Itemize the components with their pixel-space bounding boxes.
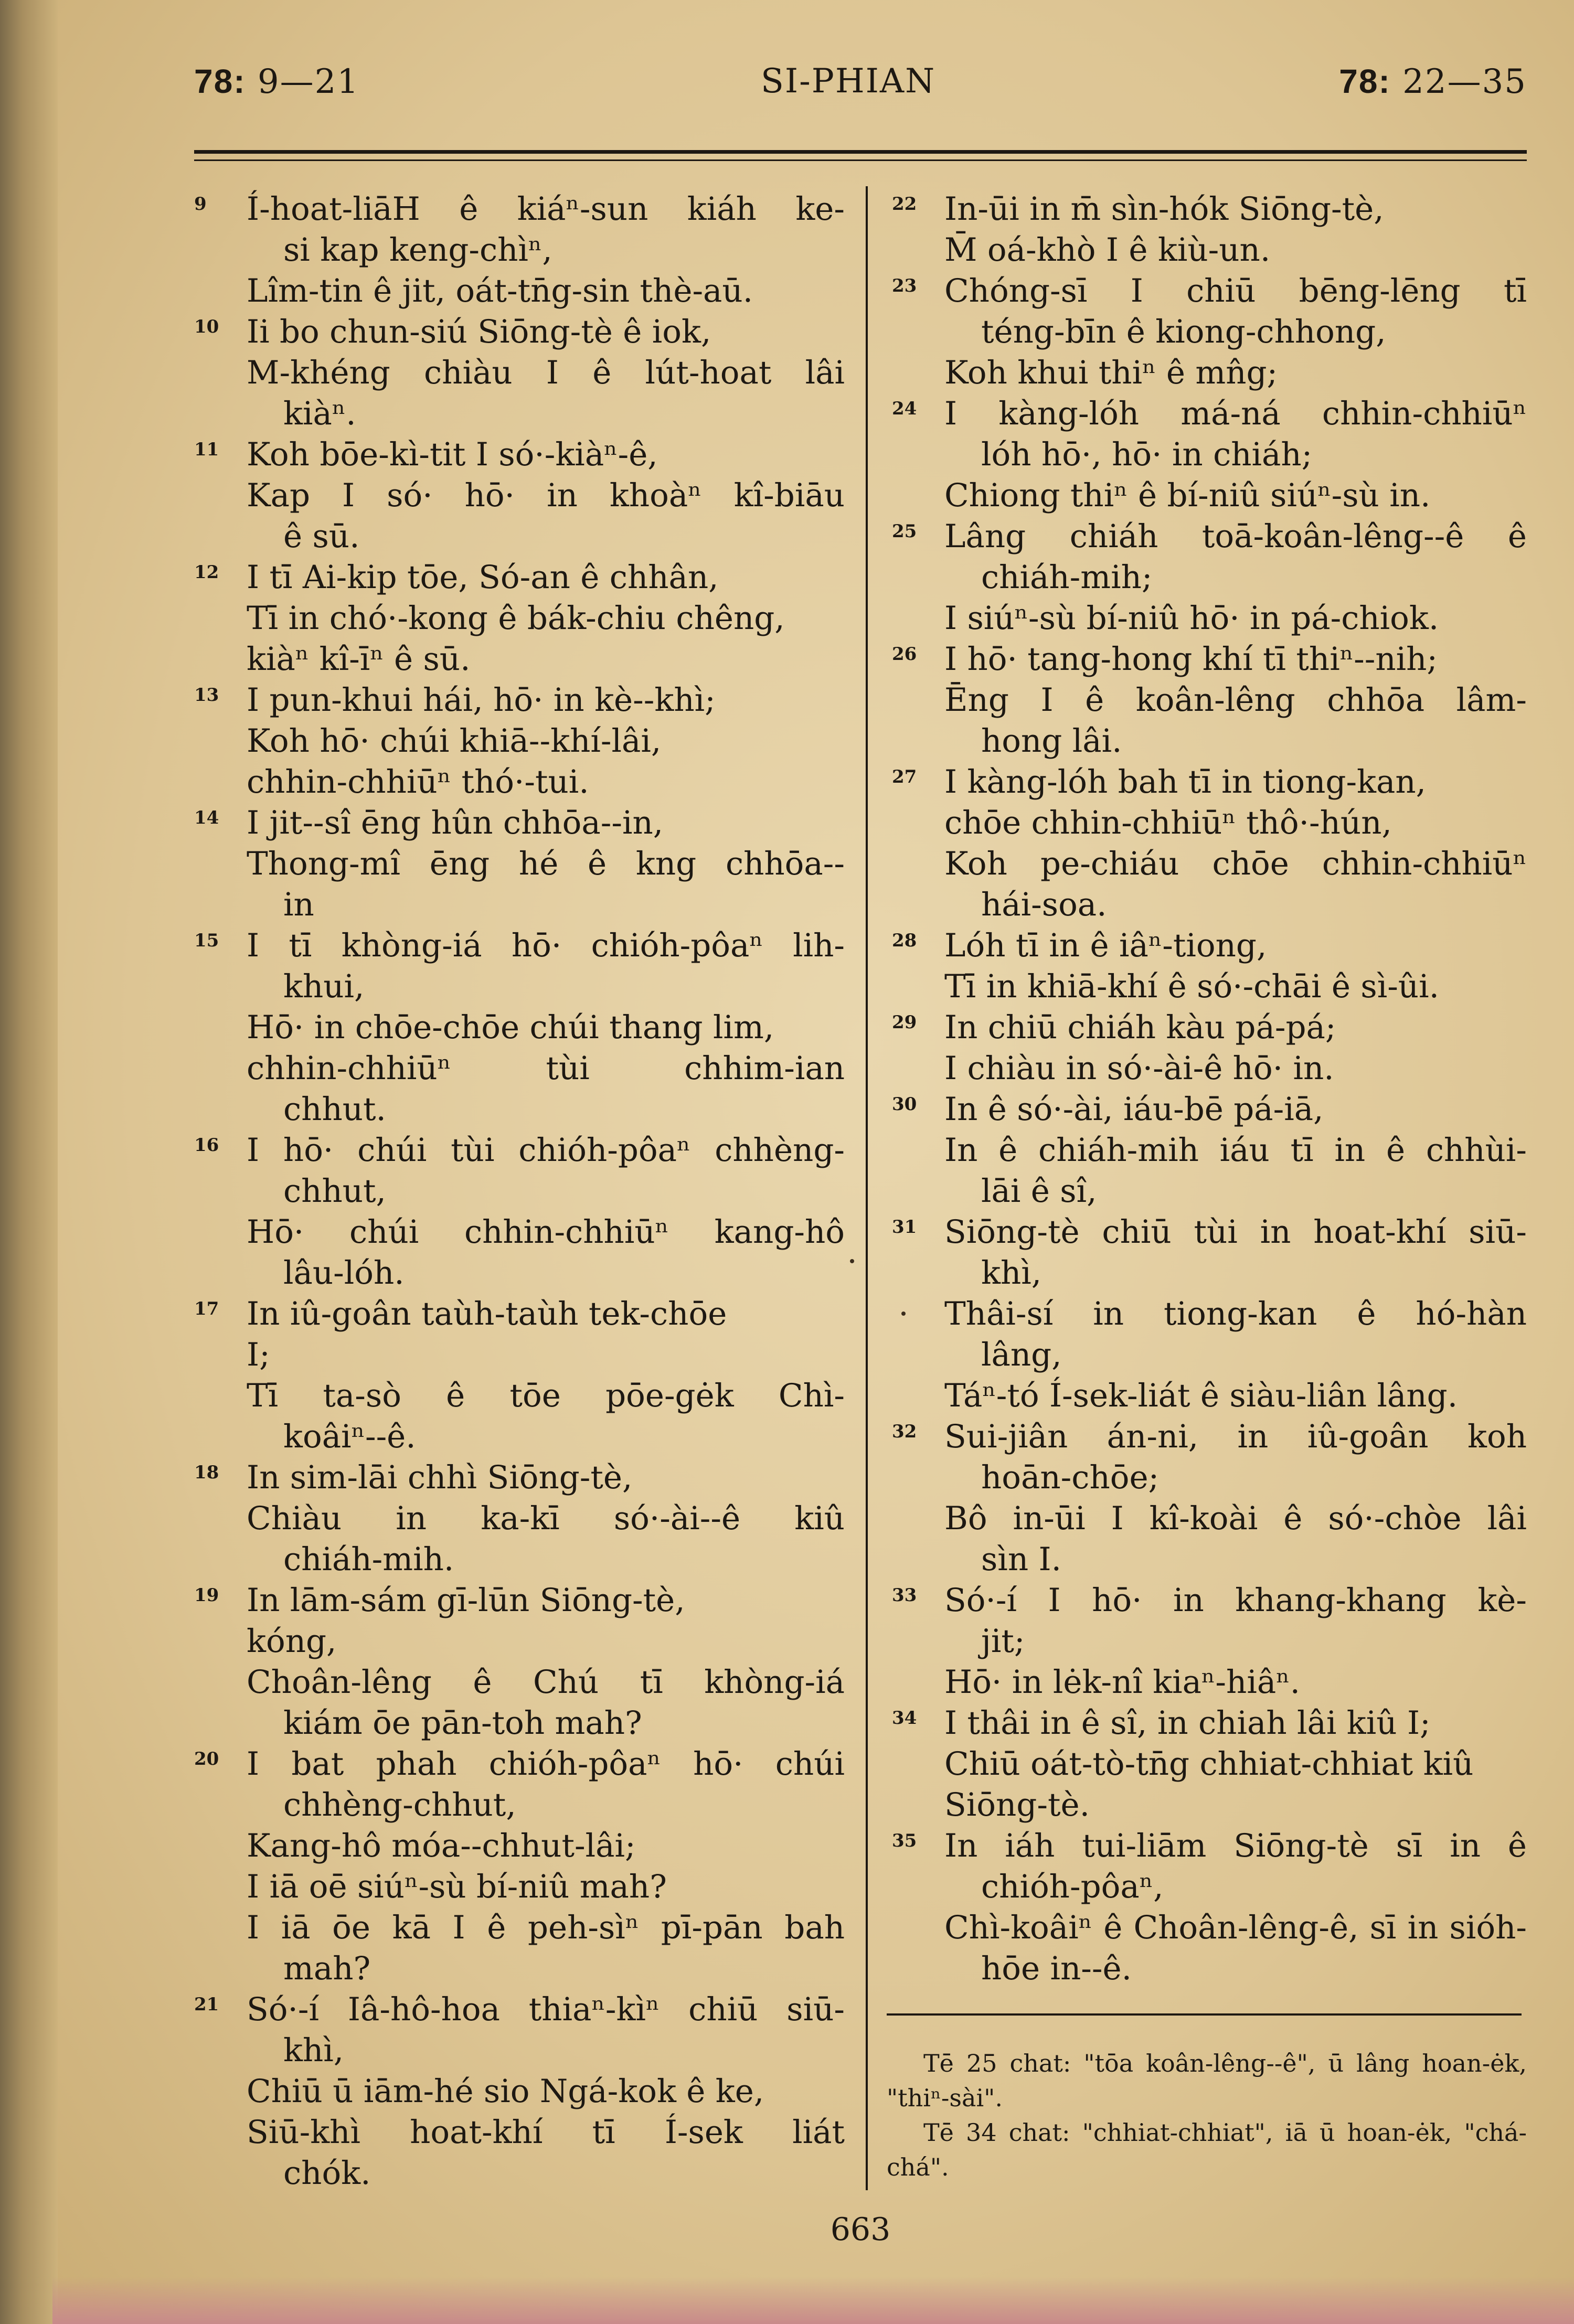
verse <box>194 925 845 1130</box>
verse-number: 33 <box>892 1585 917 1606</box>
verse <box>194 557 845 680</box>
verse-number: 34 <box>892 1708 917 1729</box>
column-divider <box>866 186 868 2190</box>
verse-line: Hō· in chōe-chōe chúi thang lim, <box>247 1009 774 1046</box>
verse-line: I hō· chúi tùi chióh-pôaⁿ chhèng- <box>247 1132 845 1169</box>
header-left-verses: 9—21 <box>257 62 359 101</box>
verse-line: I thâi in ê sî, in chiah lâi kiû I; <box>944 1704 1431 1742</box>
verse-line: Tī ta-sò ê tōe pōe-gėk Chì- <box>247 1377 845 1414</box>
verse-line: lâu-lóh. <box>283 1254 405 1292</box>
verse-number: 14 <box>194 807 219 828</box>
verse-line: in <box>283 886 314 923</box>
verse-line: Só·-í I hō· in khang-khang kè- <box>944 1582 1527 1619</box>
verse-line: chhin-chhiūⁿ thó·-tui. <box>247 763 589 801</box>
verse-line: lāi ê sî, <box>981 1172 1097 1210</box>
verse-line: I iā ōe kā I ê peh-sìⁿ pī-pān bah <box>247 1909 845 1946</box>
verse-line: In chiū chiáh kàu pá-pá; <box>944 1009 1336 1046</box>
verse-line: khì, <box>283 2032 344 2069</box>
print-speck <box>850 1259 854 1263</box>
verse <box>892 1212 1527 1416</box>
footnote-rule <box>887 2013 1522 2016</box>
verse-line: Thâi-sí in tiong-kan ê hó-hàn <box>944 1295 1527 1332</box>
header-right-chapter: 78: <box>1339 62 1391 100</box>
verse-line: I tī khòng-iá hō· chióh-pôaⁿ lih- <box>247 927 845 964</box>
verse-number: 26 <box>892 644 917 665</box>
verse <box>892 1007 1527 1089</box>
verse <box>892 639 1527 762</box>
book-gutter <box>0 0 58 2324</box>
verse-line: chhin-chhiūⁿ tùi chhim-ian <box>247 1050 845 1087</box>
verse <box>194 312 845 434</box>
verse-line: Koh bōe-kì-tit I só·-kiàⁿ-ê, <box>247 436 658 473</box>
verse-line: jit; <box>981 1623 1025 1660</box>
verse-line: Lóh tī in ê iâⁿ-tiong, <box>944 927 1267 964</box>
verse-line: Chiàu in ka-kī só·-ài--ê kiû <box>247 1500 845 1537</box>
verse-line: Tī in chó·-kong ê bák-chiu chêng, <box>247 600 785 637</box>
verse-number: 10 <box>194 316 219 337</box>
verse-line: I iā oē siúⁿ-sù bí-niû mah? <box>247 1868 667 1905</box>
verse-line: si kap keng-chìⁿ, <box>283 231 552 269</box>
page-number: 663 <box>830 2211 891 2248</box>
verse-line: I pun-khui hái, hō· in kè--khì; <box>247 681 716 719</box>
header-right-range <box>1339 62 1527 101</box>
verse <box>892 762 1527 925</box>
verse-line: Chiong thiⁿ ê bí-niû siúⁿ-sù in. <box>944 477 1431 514</box>
left-column <box>194 189 845 2194</box>
verse <box>194 1744 845 1989</box>
verse <box>892 1089 1527 1212</box>
verse-line: Koh pe-chiáu chōe chhin-chhiūⁿ <box>944 845 1527 882</box>
verse-number: 25 <box>892 521 917 542</box>
verse-line: chhut, <box>283 1172 386 1210</box>
verse-number: 11 <box>194 439 219 460</box>
verse-line: In sim-lāi chhì Siōng-tè, <box>247 1459 633 1496</box>
verse-line: I tī Ai-kip tōe, Só-an ê chhân, <box>247 559 719 596</box>
verse <box>194 1294 845 1457</box>
verse-line: Bô in-ūi I kî-koài ê só·-chòe lâi <box>944 1500 1527 1537</box>
verse-line: I bat phah chióh-pôaⁿ hō· chúi <box>247 1745 845 1783</box>
verse-line: Chiū oát-tò-tn̄g chhiat-chhiat kiû <box>944 1745 1474 1783</box>
verse-number: 20 <box>194 1749 219 1769</box>
verse-number: 17 <box>194 1298 219 1319</box>
verse-number: 19 <box>194 1585 219 1606</box>
verse-line: Táⁿ-tó Í-sek-liát ê siàu-liân lâng. <box>944 1377 1458 1414</box>
verse <box>892 1416 1527 1580</box>
verse-number: 12 <box>194 562 219 583</box>
verse-line: Tī in khiā-khí ê só·-chāi ê sì-ûi. <box>944 968 1439 1005</box>
verse-line: Ii bo chun-siú Siōng-tè ê iok, <box>247 313 711 350</box>
verse-line: Lîm-tin ê jit, oát-tn̄g-sin thè-aū. <box>247 272 753 310</box>
verse-line: Chóng-sī I chiū bēng-lēng tī <box>944 272 1527 310</box>
verse-number: 31 <box>892 1217 917 1238</box>
verse <box>892 189 1527 271</box>
print-speck <box>901 1312 906 1316</box>
verse-line: koâiⁿ--ê. <box>283 1418 416 1455</box>
verse-number: 35 <box>892 1830 917 1851</box>
verse-number: 24 <box>892 398 917 419</box>
verse-line: Í-hoat-liāH ê kiáⁿ-sun kiáh ke- <box>247 190 845 228</box>
verse-line: hoān-chōe; <box>981 1459 1160 1496</box>
verse-number: 27 <box>892 766 917 787</box>
verse-line: Siōng-tè chiū tùi in hoat-khí siū- <box>944 1213 1527 1251</box>
verse <box>892 271 1527 393</box>
verse <box>194 434 845 557</box>
verse-number: 23 <box>892 275 917 296</box>
verse-line: I kàng-lóh bah tī in tiong-kan, <box>944 763 1427 801</box>
verse-line: Chiū ū iām-hé sio Ngá-kok ê ke, <box>247 2073 764 2110</box>
verse-line: Koh hō· chúi khiā--khí-lâi, <box>247 722 662 760</box>
verse-line: Lâng chiáh toā-koân-lêng--ê ê <box>944 518 1527 555</box>
verse-line: chiáh-mih; <box>981 559 1153 596</box>
verse-number: 9 <box>194 194 207 215</box>
verse-line: In ê só·-ài, iáu-bē pá-iā, <box>944 1091 1324 1128</box>
verse <box>892 1580 1527 1703</box>
verse <box>892 1703 1527 1826</box>
verse-line: chhut. <box>283 1091 386 1128</box>
verse-line: I kàng-lóh má-ná chhin-chhiūⁿ <box>944 395 1527 432</box>
verse-number: 28 <box>892 930 917 951</box>
verse-number: 32 <box>892 1421 917 1442</box>
header-left-chapter: 78: <box>194 62 246 100</box>
verse-line: chhèng-chhut, <box>283 1786 516 1824</box>
verse-line: hong lâi. <box>981 722 1122 760</box>
verse-line: kóng, <box>247 1623 337 1660</box>
header-left-range <box>194 62 359 101</box>
verse <box>194 803 845 925</box>
verse-line: khui, <box>283 968 365 1005</box>
verse-line: Hō· in lėk-nî kiaⁿ-hiâⁿ. <box>944 1664 1300 1701</box>
page-edge-stain <box>52 2277 1574 2324</box>
verse-line: kiàⁿ kî-īⁿ ê sū. <box>247 641 471 678</box>
header-right-verses: 22—35 <box>1402 62 1527 101</box>
verse-line: M-khéng chiàu I ê lút-hoat lâi <box>247 354 845 391</box>
verse-line: Ēng I ê koân-lêng chhōa lâm- <box>944 681 1527 719</box>
verse-line: chióh-pôaⁿ, <box>981 1868 1164 1905</box>
verse-line: Choân-lêng ê Chú tī khòng-iá <box>247 1664 845 1701</box>
verse-line: Siū-khì hoat-khí tī Í-sek liát <box>247 2114 845 2151</box>
verse <box>194 680 845 803</box>
verse-line: mah? <box>283 1950 371 1987</box>
verse-line: ê sū. <box>283 518 360 555</box>
verse-line: Kang-hô móa--chhut-lâi; <box>247 1827 636 1864</box>
verse <box>194 1130 845 1294</box>
verse-line: Kap I só· hō· in khoàⁿ kî-biāu <box>247 477 845 514</box>
verse-number: 22 <box>892 194 917 215</box>
verse <box>892 925 1527 1007</box>
header-rule-thin <box>194 159 1527 161</box>
verse-line: Só·-í Iâ-hô-hoa thiaⁿ-kìⁿ chiū siū- <box>247 1991 845 2028</box>
verse-line: kiám ōe pān-toh mah? <box>283 1704 642 1742</box>
verse-line: In iû-goân taùh-taùh tek-chōe <box>247 1295 727 1332</box>
verse <box>194 1989 845 2194</box>
verse-number: 16 <box>194 1135 219 1156</box>
verse-number: 21 <box>194 1994 219 2015</box>
verse-number: 30 <box>892 1094 917 1115</box>
verse-line: In iáh tui-liām Siōng-tè sī in ê <box>944 1827 1527 1864</box>
verse-line: I chiàu in só·-ài-ê hō· in. <box>944 1050 1334 1087</box>
verse-line: I hō· tang-hong khí tī thiⁿ--nih; <box>944 641 1438 678</box>
verse <box>194 1457 845 1580</box>
verse-line: In-ūi in m̄ sìn-hók Siōng-tè, <box>944 190 1384 228</box>
verse-line: chiáh-mih. <box>283 1541 454 1578</box>
running-header <box>194 62 1527 114</box>
verse-line: In lām-sám gī-lūn Siōng-tè, <box>247 1582 685 1619</box>
verse-line: téng-bīn ê kiong-chhong, <box>981 313 1386 350</box>
verse <box>892 393 1527 516</box>
verse-number: 29 <box>892 1012 917 1033</box>
verse-line: I siúⁿ-sù bí-niû hō· in pá-chiok. <box>944 600 1439 637</box>
verse-number: 15 <box>194 930 219 951</box>
header-rule-thick <box>194 150 1527 154</box>
verse-line: kiàⁿ. <box>283 395 356 432</box>
verse-line: lóh hō·, hō· in chiáh; <box>981 436 1313 473</box>
right-column <box>892 189 1527 1989</box>
verse <box>892 516 1527 639</box>
footnote: Tē 25 chat: "tōa koân-lêng--ê", ū lâng hoan-ėk, "thiⁿ-sài". <box>887 2049 1527 2112</box>
verse-line: hái-soa. <box>981 886 1107 923</box>
footnote: Tē 34 chat: "chhiat-chhiat", iā ū hoan-ėk, "chá-chá". <box>887 2118 1527 2181</box>
verse-line: I jit--sî ēng hûn chhōa--in, <box>247 804 664 841</box>
verse-line: chók. <box>283 2155 371 2192</box>
verse-line: sìn I. <box>981 1541 1061 1578</box>
verse <box>194 189 845 312</box>
verse-line: Thong-mî ēng hé ê kng chhōa-- <box>247 845 845 882</box>
verse-number: 13 <box>194 685 219 706</box>
verse <box>194 1580 845 1744</box>
verse-line: Koh khui thiⁿ ê mn̂g; <box>944 354 1278 391</box>
footnotes <box>887 2046 1527 2184</box>
header-title: SI-PHIAN <box>761 62 936 101</box>
verse-line: Siōng-tè. <box>944 1786 1090 1824</box>
verse-line: chōe chhin-chhiūⁿ thô·-hún, <box>944 804 1392 841</box>
verse <box>892 1826 1527 1989</box>
verse-number: 18 <box>194 1462 219 1483</box>
verse-line: Sui-jiân án-ni, in iû-goân koh <box>944 1418 1527 1455</box>
verse-line: I; <box>247 1336 270 1373</box>
verse-line: Hō· chúi chhin-chhiūⁿ kang-hô <box>247 1213 845 1251</box>
verse-line: hōe in--ê. <box>981 1950 1132 1987</box>
verse-line: lâng, <box>981 1336 1062 1373</box>
verse-line: In ê chiáh-mih iáu tī in ê chhùi- <box>944 1132 1527 1169</box>
verse-line: M̄ oá-khò I ê kiù-un. <box>944 231 1271 269</box>
verse-line: Chì-koâiⁿ ê Choân-lêng-ê, sī in sióh- <box>944 1909 1527 1946</box>
verse-line: khì, <box>981 1254 1042 1292</box>
